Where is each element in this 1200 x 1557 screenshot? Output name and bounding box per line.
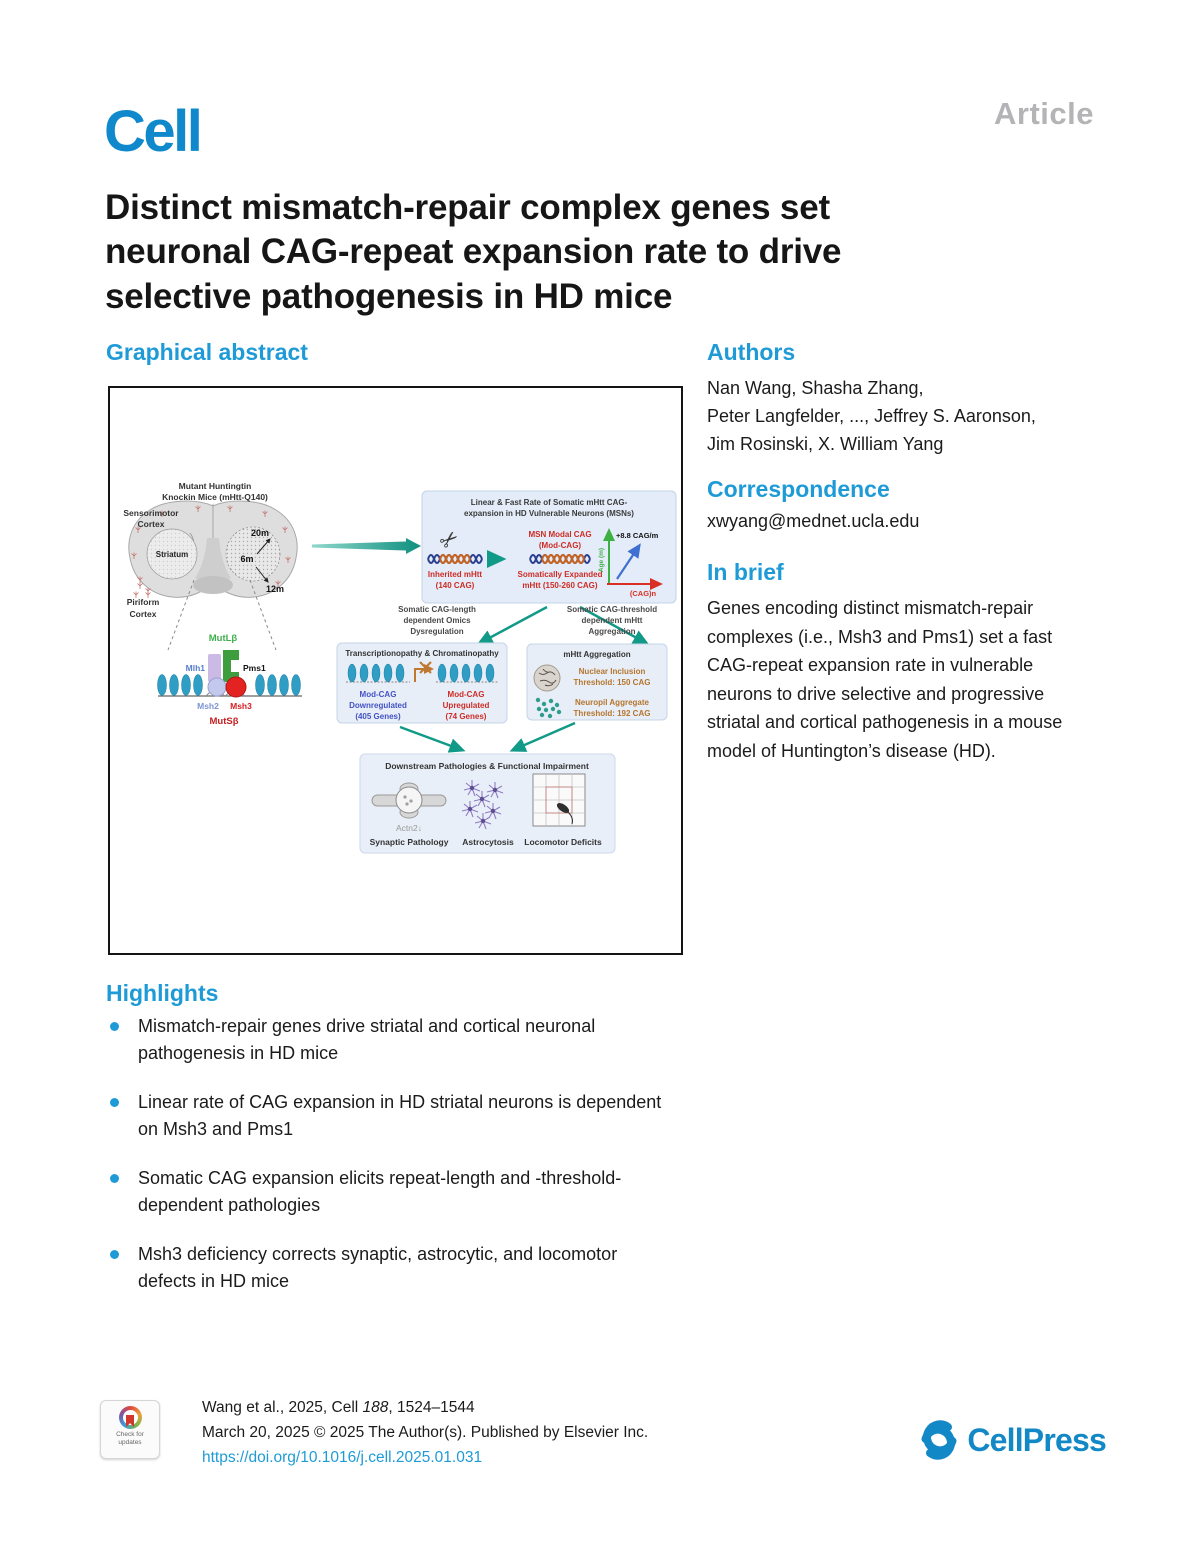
badge-label-line: updates [118, 1438, 142, 1446]
ga-label-piriform-1: Piriform [126, 597, 160, 607]
ga-mouse-title-line1: Mutant Huntingtin [178, 481, 252, 491]
ga-expanded-1: Somatically Expanded [517, 570, 603, 579]
ga-right-path-2: dependent mHtt [581, 616, 643, 625]
ga-right-path-3: Aggregation [588, 627, 636, 636]
ga-left-path-3: Dysregulation [410, 627, 464, 636]
ga-nuclear-1: Nuclear Inclusion [578, 667, 646, 676]
bullet-icon [110, 1098, 119, 1107]
ga-up-3: (74 Genes) [445, 712, 487, 721]
graphical-abstract-figure [108, 386, 683, 955]
ga-down-3: (405 Genes) [355, 712, 401, 721]
ga-down-1: Mod-CAG [359, 690, 397, 699]
ga-down-2: Downregulated [349, 701, 407, 710]
teal-flow-arrow [312, 538, 421, 554]
ga-box1-title-2: expansion in HD Vulnerable Neurons (MSNs) [464, 509, 634, 518]
title-line: selective pathogenesis in HD mice [105, 276, 673, 316]
bookmark-icon [126, 1415, 134, 1427]
teal-arrow-converge-right [513, 723, 575, 750]
cellpress-swirl-icon [919, 1420, 959, 1460]
citation-block [202, 1395, 648, 1470]
highlight-item [106, 1013, 666, 1067]
badge-label-line: Check for [116, 1431, 144, 1438]
ga-actn2-label: Actn2↓ [396, 823, 422, 833]
ga-label-6m: 6m [240, 554, 254, 564]
ga-box3-title: mHtt Aggregation [563, 650, 631, 659]
doi-link[interactable]: https://doi.org/10.1016/j.cell.2025.01.031 [202, 1449, 483, 1466]
highlight-item [106, 1089, 666, 1143]
ga-box4-title: Downstream Pathologies & Functional Impairment [385, 761, 589, 771]
highlight-text: Somatic CAG expansion elicits repeat-length and -threshold-dependent pathologies [138, 1168, 622, 1215]
in-brief-text: Genes encoding distinct mismatch-repair complexes (i.e., Msh3 and Pms1) set a fast CAG-repeat expansion rate in vulnerable neurons to drive selective and progressive striatal and cortical pathogenesis in a mouse model of Huntington’s disease (HD). [707, 598, 1063, 761]
open-field-grid-icon [533, 774, 585, 826]
authors-heading: Authors [707, 339, 796, 365]
ga-label-msh3: Msh3 [230, 701, 252, 711]
ga-inherited-2: (140 CAG) [435, 581, 475, 590]
cellpress-wordmark: CellPress [967, 1421, 1106, 1458]
ga-label-pms1: Pms1 [243, 663, 266, 673]
highlight-text: Msh3 deficiency corrects synaptic, astrocytic, and locomotor defects in HD mice [138, 1244, 618, 1291]
highlights-heading: Highlights [106, 980, 219, 1006]
graphical-abstract-heading: Graphical abstract [106, 339, 308, 365]
ga-neuropil-2: Threshold: 192 CAG [573, 709, 651, 718]
citation-pages: , 1524–1544 [388, 1399, 475, 1416]
citation-prefix: Wang et al., 2025, Cell [202, 1399, 363, 1416]
ga-expanded-2: mHtt (150-260 CAG) [522, 581, 598, 590]
author-line: Peter Langfelder, ..., Jeffrey S. Aaronson, [707, 406, 1036, 426]
ga-label-20m: 20m [250, 528, 270, 538]
ga-inherited-1: Inherited mHtt [427, 570, 483, 579]
highlight-text: Mismatch-repair genes drive striatal and cortical neuronal pathogenesis in HD mice [138, 1016, 596, 1063]
ga-label-mlh1: Mlh1 [185, 663, 205, 673]
correspondence-email[interactable]: xwyang@mednet.ucla.edu [707, 511, 920, 531]
correspondence-heading: Correspondence [707, 476, 890, 502]
cell-journal-logo[interactable]: Cell [104, 99, 201, 164]
ga-synaptic-label: Synaptic Pathology [369, 837, 449, 847]
ga-right-path-1: Somatic CAG-threshold [566, 605, 658, 614]
ga-label-mutsb: MutSβ [209, 716, 239, 727]
ga-modal-2: (Mod-CAG) [538, 541, 582, 550]
cellpress-logo[interactable] [919, 1420, 1106, 1460]
nuclear-inclusion-icon [534, 665, 560, 691]
citation-line [202, 1395, 648, 1420]
ga-modal-1: MSN Modal CAG [528, 530, 592, 539]
ga-mouse-title-line2: Knockin Mice (mHtt-Q140) [162, 492, 268, 502]
in-brief-heading: In brief [707, 559, 784, 585]
ga-cag-axis: (CAG)n [629, 589, 657, 598]
highlight-item [106, 1241, 666, 1295]
title-line: Distinct mismatch-repair complex genes set [105, 188, 830, 227]
badge-label [101, 1431, 159, 1446]
ga-label-striatum: Striatum [155, 550, 189, 559]
graphical-abstract-svg [110, 388, 681, 953]
check-for-updates-badge[interactable] [100, 1400, 160, 1459]
teal-arrow-converge-left [400, 727, 462, 750]
ga-label-sensorimotor-2: Cortex [137, 519, 165, 529]
ga-box1-title-1: Linear & Fast Rate of Somatic mHtt CAG- [470, 498, 628, 507]
highlight-item [106, 1165, 666, 1219]
author-line: Nan Wang, Shasha Zhang, [707, 378, 924, 398]
author-line: Jim Rosinski, X. William Yang [707, 434, 944, 454]
ga-box2-title: Transcriptionopathy & Chromatinopathy [345, 649, 499, 658]
ga-label-sensorimotor-1: Sensorimotor [123, 508, 179, 518]
ga-neuropil-1: Neuropil Aggregate [575, 698, 649, 707]
ga-label-msh2: Msh2 [197, 701, 219, 711]
msh2-protein [208, 678, 226, 696]
title-line: neuronal CAG-repeat expansion rate to drive [105, 232, 842, 272]
ga-left-path-1: Somatic CAG-length [398, 605, 476, 614]
ga-age-axis: Age (m) [598, 547, 605, 573]
ga-rate-label: +8.8 CAG/m [616, 531, 659, 540]
ga-label-mutlb: MutLβ [208, 633, 238, 644]
bullet-icon [110, 1022, 119, 1031]
msh3-protein [226, 677, 246, 697]
ga-label-12m: 12m [265, 584, 285, 594]
author-list [707, 374, 1036, 458]
bullet-icon [110, 1174, 119, 1183]
teal-arrow-left [480, 607, 547, 643]
ga-nuclear-2: Threshold: 150 CAG [573, 678, 651, 687]
highlight-text: Linear rate of CAG expansion in HD striatal neurons is dependent on Msh3 and Pms1 [138, 1092, 662, 1139]
citation-volume: 188 [362, 1399, 389, 1416]
crossmark-icon [119, 1406, 142, 1429]
ga-astrocytosis-label: Astrocytosis [462, 837, 514, 847]
ga-locomotor-label: Locomotor Deficits [524, 837, 602, 847]
ga-left-path-2: dependent Omics [403, 616, 471, 625]
article-type-label: Article [994, 96, 1094, 131]
bullet-icon [110, 1250, 119, 1259]
ga-label-piriform-2: Cortex [129, 609, 157, 619]
ga-up-2: Upregulated [442, 701, 490, 710]
highlights-list [106, 1013, 666, 1317]
scissors-icon: ✂ [434, 524, 465, 556]
article-title [105, 186, 841, 319]
ga-up-1: Mod-CAG [447, 690, 485, 699]
copyright-line: March 20, 2025 © 2025 The Author(s). Published by Elsevier Inc. [202, 1424, 649, 1441]
